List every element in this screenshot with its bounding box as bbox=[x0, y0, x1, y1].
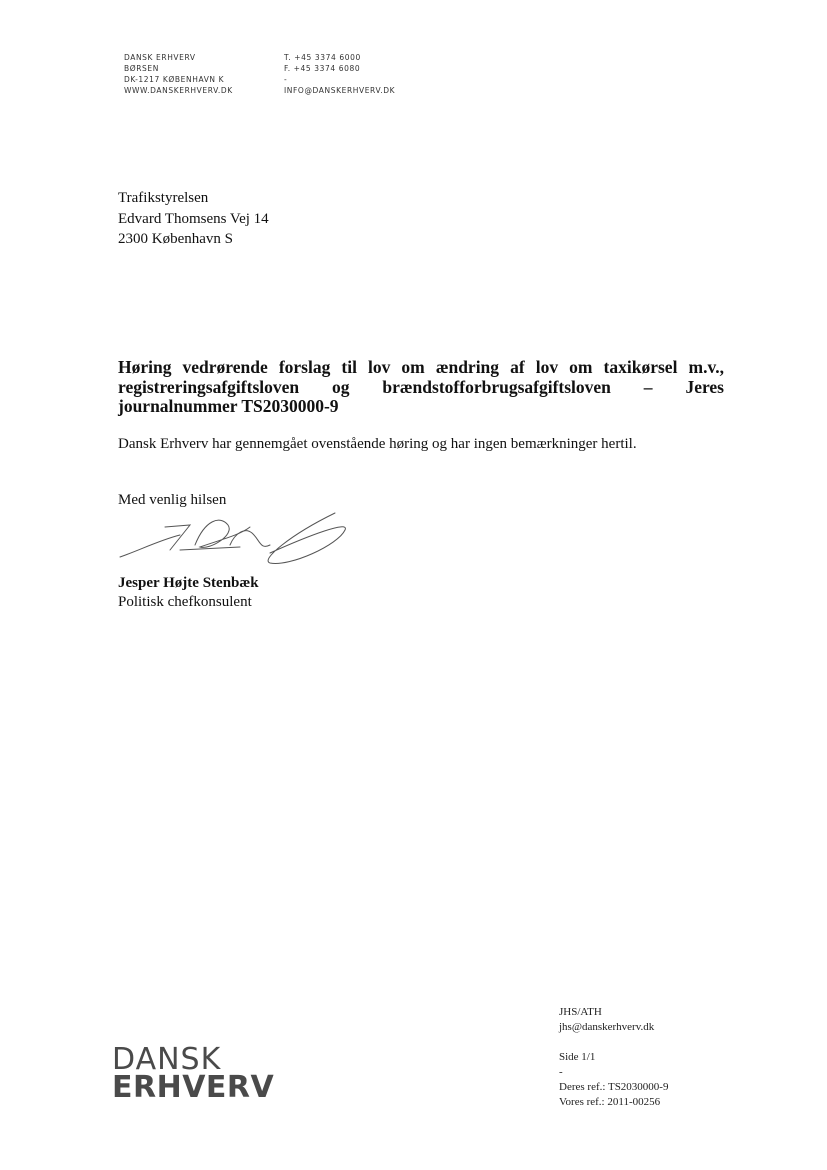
sender-contact-separator: - bbox=[284, 75, 288, 84]
their-reference: Deres ref.: TS2030000-9 bbox=[559, 1081, 669, 1093]
recipient-address bbox=[118, 188, 269, 250]
sender-email-link[interactable]: INFO@DANSKERHVERV.DK bbox=[284, 86, 396, 95]
recipient-city: 2300 København S bbox=[118, 231, 233, 247]
letter-subject: Høring vedrørende forslag til lov om ændring af lov om taxikørsel m.v., registreringsafgiftsloven og brændstofforbrugsafgiftsloven – Jeres journalnummer TS2030000-9 bbox=[118, 357, 724, 416]
closing-greeting: Med venlig hilsen bbox=[118, 492, 227, 508]
reference-block bbox=[559, 1005, 668, 1110]
handwritten-signature bbox=[110, 505, 360, 575]
logo-line-1: DANSK bbox=[112, 1042, 222, 1077]
sender-address-block bbox=[124, 52, 233, 96]
logo-line-2: ERHVERV bbox=[112, 1070, 275, 1105]
contact-email-link[interactable]: jhs@danskerhverv.dk bbox=[559, 1021, 655, 1033]
company-logo bbox=[112, 1042, 275, 1105]
ref-spacer bbox=[559, 1035, 668, 1050]
sender-city: DK-1217 KØBENHAVN K bbox=[124, 75, 225, 84]
recipient-name: Trafikstyrelsen bbox=[118, 190, 209, 206]
sender-website-link[interactable]: WWW.DANSKERHVERV.DK bbox=[124, 86, 233, 95]
recipient-street: Edvard Thomsens Vej 14 bbox=[118, 210, 269, 227]
sender-name: DANSK ERHVERV bbox=[124, 53, 196, 62]
our-reference: Vores ref.: 2011-00256 bbox=[559, 1096, 661, 1108]
sender-contact-block bbox=[284, 52, 395, 96]
signer-title: Politisk chefkonsulent bbox=[118, 594, 252, 610]
letter-body: Dansk Erhverv har gennemgået ovenstående høring og har ingen bemærkninger hertil. bbox=[118, 436, 637, 452]
sender-fax: F. +45 3374 6080 bbox=[284, 64, 361, 73]
initials: JHS/ATH bbox=[559, 1006, 602, 1018]
sender-building: BØRSEN bbox=[124, 64, 159, 73]
signer-name: Jesper Højte Stenbæk bbox=[118, 575, 259, 591]
ref-separator: - bbox=[559, 1066, 563, 1078]
page-number: Side 1/1 bbox=[559, 1051, 596, 1063]
sender-phone: T. +45 3374 6000 bbox=[284, 53, 361, 62]
